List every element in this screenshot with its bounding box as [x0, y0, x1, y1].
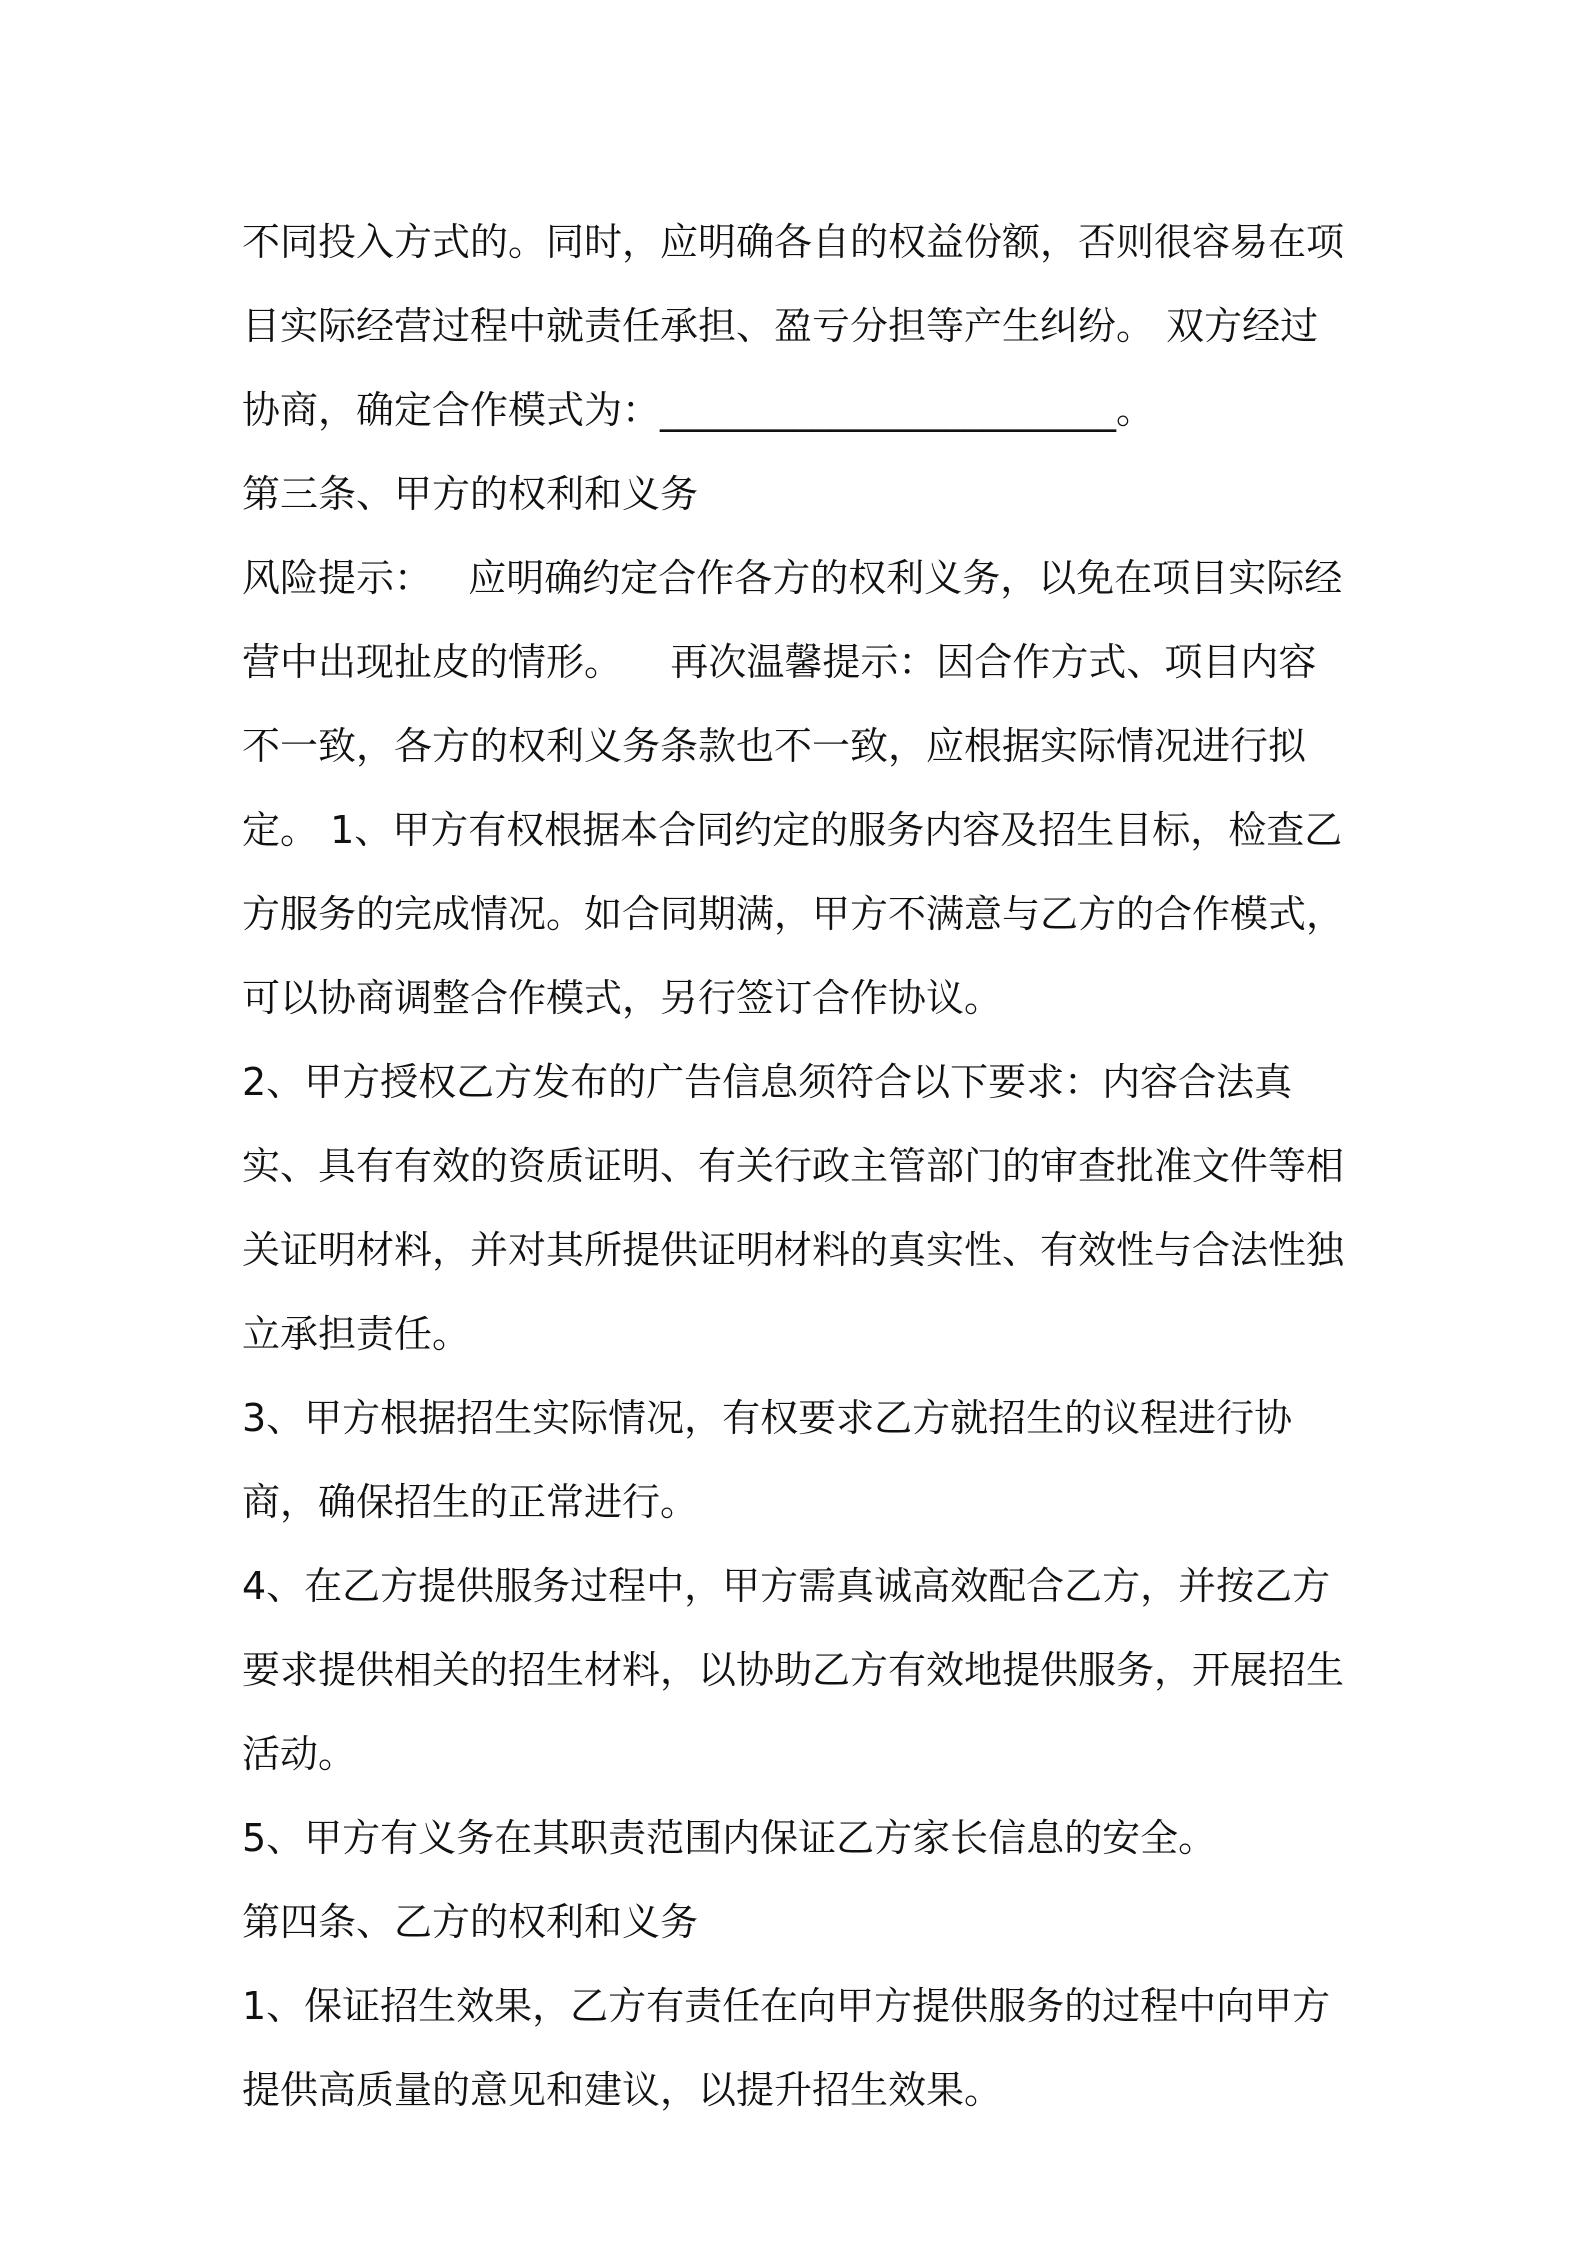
paragraph-risk-notice: 风险提示： 应明确约定合作各方的权利义务，以免在项目实际经营中出现扯皮的情形。 再次温馨提示：因合作方式、项目内容不一致，各方的权利义务条款也不一致，应根据实际情况进行拟定。 1、甲方有权根据本合同约定的服务内容及招生目标，检查乙方服务的完成情况。如合同期满，甲方不满意与乙方的合作模式，可以协商调整合作模式，另行签订合作协议。 — [242, 556, 1345, 1020]
paragraph-clause-5: 5、甲方有义务在其职责范围内保证乙方家长信息的安全。 — [242, 1816, 1217, 1860]
paragraph-cooperation-mode: 不同投入方式的。同时，应明确各自的权益份额，否则很容易在项目实际经营过程中就责任承担、盈亏分担等产生纠纷。 双方经过协商，确定合作模式为：________________________。 — [242, 220, 1345, 432]
document-body — [242, 200, 1352, 2132]
paragraph-clause-4: 4、在乙方提供服务过程中，甲方需真诚高效配合乙方，并按乙方要求提供相关的招生材料，以协助乙方有效地提供服务，开展招生活动。 — [242, 1564, 1345, 1776]
paragraph-clause-2: 2、甲方授权乙方发布的广告信息须符合以下要求：内容合法真实、具有有效的资质证明、有关行政主管部门的审查批准文件等相关证明材料，并对其所提供证明材料的真实性、有效性与合法性独立承担责任。 — [242, 1060, 1345, 1356]
section-heading-article-4: 第四条、乙方的权利和义务 — [242, 1900, 699, 1944]
paragraph-party-b-clause-1: 1、保证招生效果，乙方有责任在向甲方提供服务的过程中向甲方提供高质量的意见和建议，以提升招生效果。 — [242, 1984, 1331, 2112]
paragraph-clause-3: 3、甲方根据招生实际情况，有权要求乙方就招生的议程进行协商，确保招生的正常进行。 — [242, 1396, 1293, 1524]
section-heading-article-3: 第三条、甲方的权利和义务 — [242, 472, 699, 516]
